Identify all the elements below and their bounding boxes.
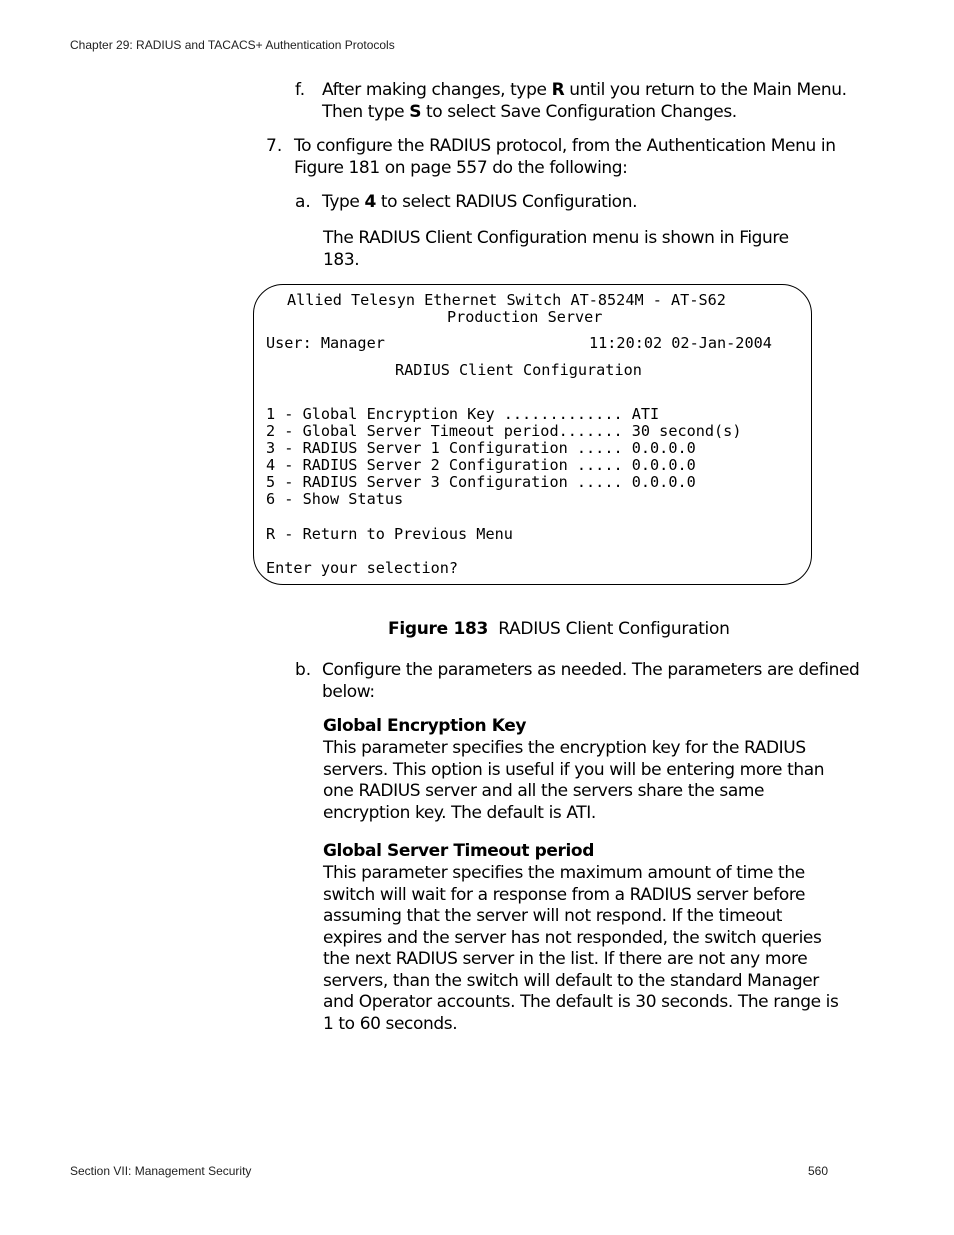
figure-label: Figure 183	[388, 619, 489, 639]
terminal-datetime: 11:20:02 02-Jan-2004	[589, 334, 772, 352]
key-r: R	[551, 80, 565, 100]
step-a-marker: a.	[295, 192, 311, 212]
step-f-text: After making changes, type R until you return to the Main Menu. Then type S to select Save Configuration Changes.	[322, 80, 847, 122]
terminal-menu-item: 4 - RADIUS Server 2 Configuration ..... 0.0.0.0	[266, 456, 696, 474]
terminal-menu-item: 3 - RADIUS Server 1 Configuration ..... 0.0.0.0	[266, 439, 696, 457]
param-description-encryption-key: This parameter specifies the encryption key for the RADIUS servers. This option is useful if you will be entering more than one RADIUS server and all the servers share the same encryption key. The default is ATI.	[323, 738, 825, 823]
step-7-text: To configure the RADIUS protocol, from the Authentication Menu in Figure 181 on page 557 do the following:	[294, 136, 836, 178]
key-4: 4	[364, 192, 376, 212]
figure-reference-note: The RADIUS Client Configuration menu is shown in Figure 183.	[323, 228, 789, 270]
terminal-return-option: R - Return to Previous Menu	[266, 525, 513, 543]
param-heading-encryption-key: Global Encryption Key	[323, 716, 527, 736]
terminal-menu-item: 2 - Global Server Timeout period....... 30 second(s)	[266, 422, 742, 440]
step-7-marker: 7.	[266, 136, 283, 156]
running-header: Chapter 29: RADIUS and TACACS+ Authentication Protocols	[70, 38, 395, 52]
footer-section: Section VII: Management Security	[70, 1164, 252, 1178]
terminal-menu-item: 6 - Show Status	[266, 490, 404, 508]
terminal-prompt: Enter your selection?	[266, 559, 459, 577]
step-f-marker: f.	[295, 80, 306, 100]
param-description-timeout: This parameter specifies the maximum amount of time the switch will wait for a response from a RADIUS server before assuming that the server will not respond. If the timeout expires and the server has not responded, the switch queries the next RADIUS server in the list. If there are not any more servers, than the switch will default to the standard Manager and Operator accounts. The default is 30 seconds. The range is 1 to 60 seconds.	[323, 863, 839, 1034]
terminal-menu-title: RADIUS Client Configuration	[395, 361, 642, 379]
param-heading-timeout: Global Server Timeout period	[323, 841, 594, 861]
step-a-text: Type 4 to select RADIUS Configuration.	[322, 192, 638, 212]
terminal-user: User: Manager	[266, 334, 385, 352]
terminal-menu-item: 5 - RADIUS Server 3 Configuration ..... 0.0.0.0	[266, 473, 696, 491]
figure-caption: Figure 183 RADIUS Client Configuration	[388, 619, 730, 639]
terminal-server-name: Production Server	[447, 308, 603, 326]
key-s: S	[409, 101, 422, 122]
step-b-marker: b.	[295, 660, 312, 680]
page-number: 560	[807, 1164, 828, 1178]
terminal-title: Allied Telesyn Ethernet Switch AT-8524M - AT-S62	[287, 291, 726, 309]
step-b-text: Configure the parameters as needed. The parameters are defined below:	[322, 660, 860, 702]
terminal-menu-item: 1 - Global Encryption Key ............. ATI	[266, 405, 660, 423]
